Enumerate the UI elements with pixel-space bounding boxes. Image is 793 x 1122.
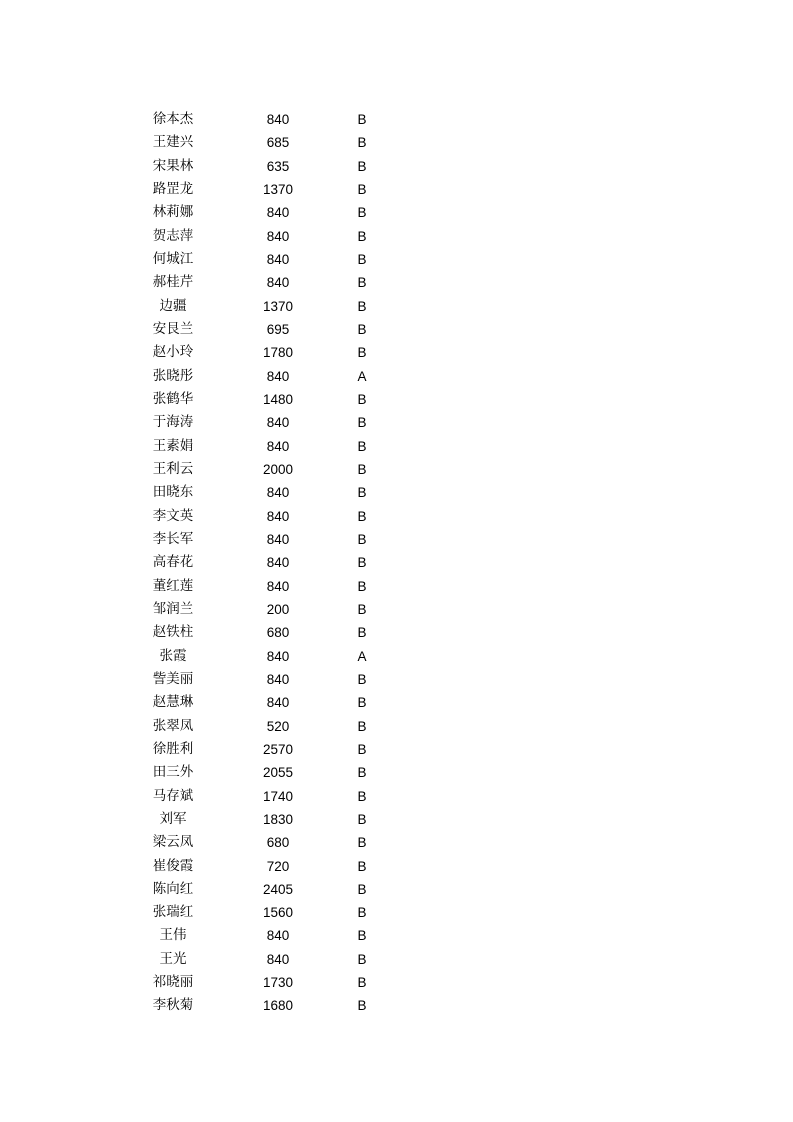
table-row (0, 551, 793, 574)
table-row (0, 924, 793, 947)
grade-cell: B (357, 461, 367, 477)
grade-cell: A (357, 368, 367, 384)
amount-cell: 840 (266, 555, 290, 571)
amount-cell: 840 (266, 251, 290, 267)
grade-cell: B (357, 298, 367, 314)
table-row (0, 458, 793, 481)
table-row (0, 668, 793, 691)
table-row (0, 365, 793, 388)
table-row (0, 411, 793, 434)
amount-cell: 840 (266, 508, 290, 524)
table-row (0, 225, 793, 248)
table-row (0, 435, 793, 458)
amount-cell: 2055 (262, 765, 294, 781)
person-name-cell: 王建兴 (152, 134, 194, 151)
amount-cell: 840 (266, 228, 290, 244)
table-row (0, 878, 793, 901)
person-name-cell: 贺志萍 (152, 227, 194, 244)
person-name-cell: 陈向红 (152, 880, 194, 897)
amount-cell: 1740 (262, 788, 294, 804)
amount-cell: 840 (266, 415, 290, 431)
amount-cell: 685 (266, 135, 290, 151)
grade-cell: B (357, 555, 367, 571)
table-row (0, 738, 793, 761)
table-row (0, 388, 793, 411)
grade-cell: B (357, 205, 367, 221)
table-row (0, 528, 793, 551)
person-name-cell: 徐本杰 (152, 111, 194, 127)
grade-cell: B (357, 858, 367, 874)
table-row (0, 831, 793, 854)
amount-cell: 1370 (262, 181, 294, 197)
grade-cell: B (357, 928, 367, 944)
table-row (0, 131, 793, 154)
amount-cell: 695 (266, 321, 290, 337)
person-name-cell: 赵慧琳 (152, 694, 194, 711)
amount-cell: 680 (266, 625, 290, 641)
table-row (0, 271, 793, 294)
person-name-cell: 訾美丽 (152, 670, 194, 687)
table-row (0, 691, 793, 714)
person-name-cell: 赵小玲 (152, 344, 194, 361)
person-name-cell: 田晓东 (152, 484, 194, 501)
grade-cell: B (357, 695, 367, 711)
grade-cell: B (357, 788, 367, 804)
grade-cell: B (357, 345, 367, 361)
person-name-cell: 郝桂芹 (152, 274, 194, 291)
grade-cell: B (357, 998, 367, 1014)
amount-cell: 840 (266, 671, 290, 687)
table-row (0, 575, 793, 598)
amount-cell: 840 (266, 951, 290, 967)
person-name-cell: 于海涛 (152, 414, 194, 431)
grade-cell: B (357, 158, 367, 174)
table-row (0, 761, 793, 784)
table-row (0, 295, 793, 318)
person-name-cell: 崔俊霞 (152, 857, 194, 874)
table-row (0, 201, 793, 224)
person-name-cell: 张翠凤 (152, 717, 194, 734)
person-name-cell: 徐胜利 (152, 740, 194, 757)
grade-cell: B (357, 718, 367, 734)
table-row (0, 481, 793, 504)
name-list-table (0, 108, 793, 1018)
grade-cell: B (357, 951, 367, 967)
grade-cell: B (357, 438, 367, 454)
person-name-cell: 高春花 (152, 554, 194, 571)
grade-cell: B (357, 531, 367, 547)
table-row (0, 808, 793, 831)
table-row (0, 948, 793, 971)
grade-cell: B (357, 251, 367, 267)
person-name-cell: 梁云凤 (152, 834, 194, 851)
grade-cell: B (357, 811, 367, 827)
amount-cell: 1730 (262, 975, 294, 991)
amount-cell: 1830 (262, 811, 294, 827)
person-name-cell: 张鹤华 (152, 390, 194, 407)
grade-cell: B (357, 835, 367, 851)
amount-cell: 1680 (262, 998, 294, 1014)
person-name-cell: 李秋菊 (152, 997, 194, 1014)
grade-cell: B (357, 321, 367, 337)
amount-cell: 635 (266, 158, 290, 174)
grade-cell: B (357, 112, 367, 127)
grade-cell: B (357, 275, 367, 291)
person-name-cell: 何城江 (152, 250, 194, 267)
table-row (0, 971, 793, 994)
person-name-cell: 赵铁柱 (152, 624, 194, 641)
person-name-cell: 王伟 (159, 927, 187, 944)
amount-cell: 840 (266, 368, 290, 384)
grade-cell: B (357, 135, 367, 151)
person-name-cell: 安艮兰 (152, 320, 194, 337)
amount-cell: 2000 (262, 461, 294, 477)
person-name-cell: 董红莲 (152, 577, 194, 594)
person-name-cell: 边疆 (159, 297, 187, 314)
table-row (0, 785, 793, 808)
grade-cell: B (357, 415, 367, 431)
person-name-cell: 林莉娜 (152, 204, 194, 221)
grade-cell: B (357, 485, 367, 501)
grade-cell: A (357, 648, 367, 664)
grade-cell: B (357, 765, 367, 781)
person-name-cell: 邹润兰 (152, 600, 194, 617)
table-row (0, 155, 793, 178)
amount-cell: 200 (266, 601, 290, 617)
person-name-cell: 宋果林 (152, 157, 194, 174)
grade-cell: B (357, 601, 367, 617)
table-row (0, 178, 793, 201)
grade-cell: B (357, 181, 367, 197)
amount-cell: 840 (266, 928, 290, 944)
person-name-cell: 李文英 (152, 507, 194, 524)
amount-cell: 840 (266, 112, 290, 127)
amount-cell: 720 (266, 858, 290, 874)
amount-cell: 1560 (262, 905, 294, 921)
table-row (0, 994, 793, 1017)
table-row (0, 901, 793, 924)
amount-cell: 2570 (262, 741, 294, 757)
amount-cell: 2405 (262, 881, 294, 897)
grade-cell: B (357, 228, 367, 244)
grade-cell: B (357, 391, 367, 407)
table-row (0, 108, 793, 131)
amount-cell: 680 (266, 835, 290, 851)
grade-cell: B (357, 625, 367, 641)
amount-cell: 1780 (262, 345, 294, 361)
grade-cell: B (357, 508, 367, 524)
person-name-cell: 张霞 (159, 647, 187, 664)
person-name-cell: 王利云 (152, 460, 194, 477)
table-row (0, 645, 793, 668)
amount-cell: 840 (266, 648, 290, 664)
grade-cell: B (357, 741, 367, 757)
person-name-cell: 李长军 (152, 530, 194, 547)
amount-cell: 520 (266, 718, 290, 734)
grade-cell: B (357, 975, 367, 991)
amount-cell: 840 (266, 695, 290, 711)
person-name-cell: 王光 (159, 950, 187, 967)
amount-cell: 1370 (262, 298, 294, 314)
table-row (0, 341, 793, 364)
person-name-cell: 田三外 (152, 764, 194, 781)
grade-cell: B (357, 881, 367, 897)
grade-cell: B (357, 578, 367, 594)
amount-cell: 840 (266, 438, 290, 454)
person-name-cell: 张晓彤 (152, 367, 194, 384)
table-row (0, 715, 793, 738)
table-row (0, 505, 793, 528)
table-row (0, 318, 793, 341)
table-row (0, 855, 793, 878)
person-name-cell: 王素娟 (152, 437, 194, 454)
person-name-cell: 张瑞红 (152, 904, 194, 921)
amount-cell: 1480 (262, 391, 294, 407)
person-name-cell: 刘军 (159, 810, 187, 827)
table-row (0, 598, 793, 621)
amount-cell: 840 (266, 578, 290, 594)
amount-cell: 840 (266, 531, 290, 547)
person-name-cell: 马存斌 (152, 787, 194, 804)
person-name-cell: 祁晓丽 (152, 974, 194, 991)
amount-cell: 840 (266, 275, 290, 291)
table-row (0, 248, 793, 271)
amount-cell: 840 (266, 205, 290, 221)
table-row (0, 621, 793, 644)
amount-cell: 840 (266, 485, 290, 501)
grade-cell: B (357, 671, 367, 687)
person-name-cell: 路罡龙 (152, 180, 194, 197)
grade-cell: B (357, 905, 367, 921)
